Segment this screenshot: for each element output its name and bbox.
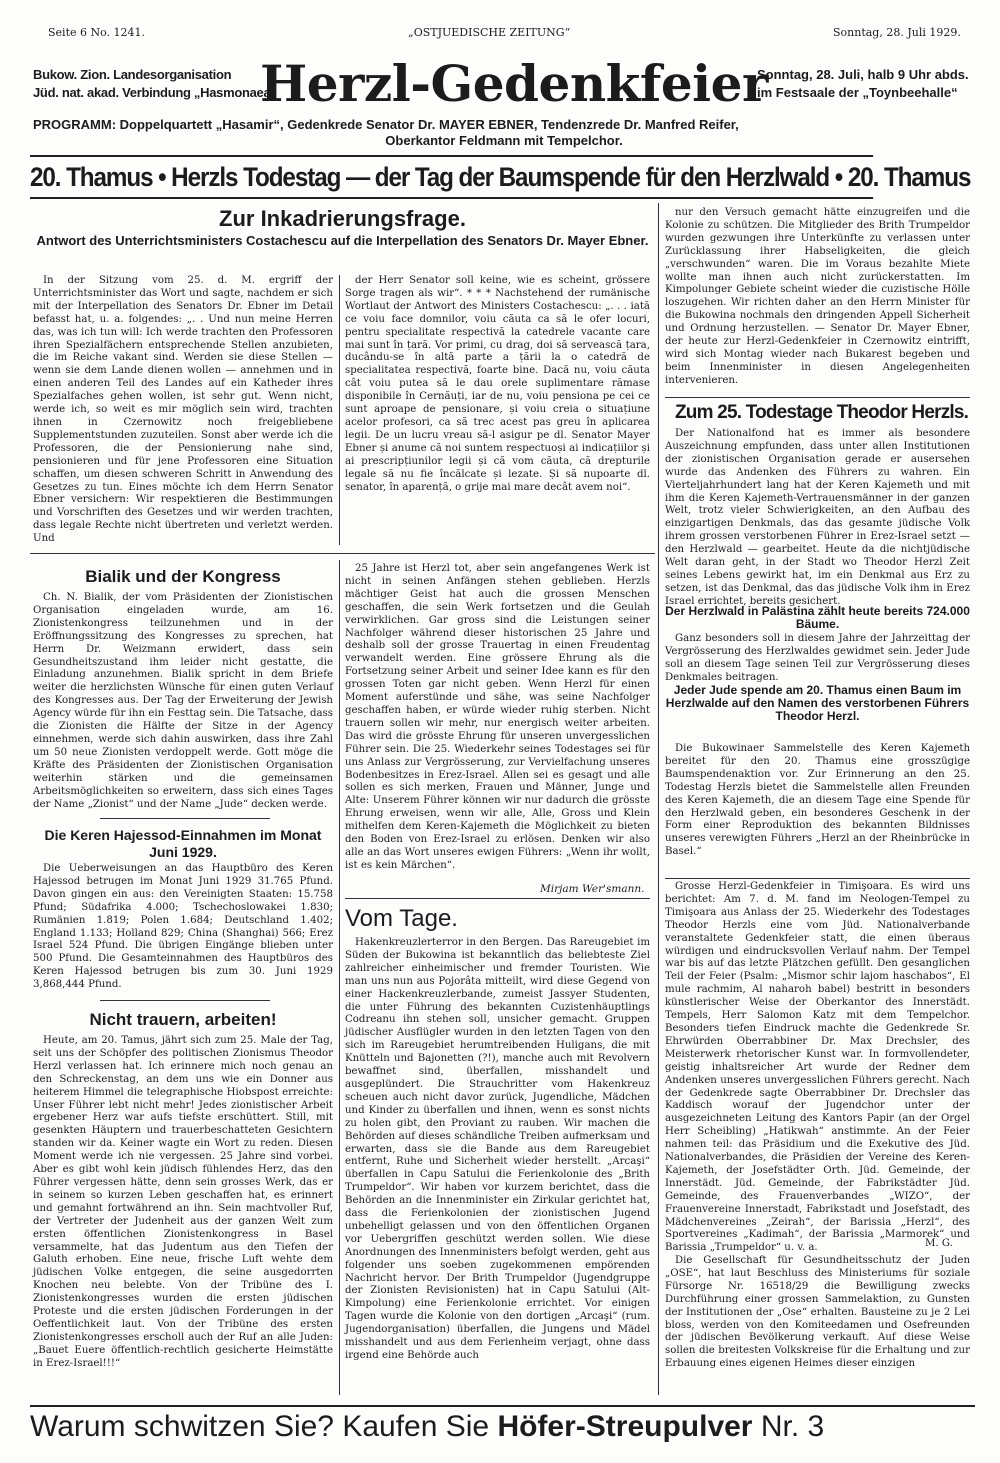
newspaper-name: „OSTJUEDISCHE ZEITUNG“ [408,26,571,39]
article-author: Mirjam Wer'smann. [540,883,645,895]
hoefer-streupulver-ad [30,1405,975,1447]
column-divider [658,203,659,1395]
article-bialik-body [33,592,333,810]
article-text: der Herr Senator soll keine, wie es scheint, grössere Sorge tragen als wir“. * * * Nachstehend der rumänische Wortlaut der Antwort des Ministers Costachescu: „. . . iată ce voiu face domnilor, voiu căuta ca să le ofer locuri, pentru specialitate respectivă la catedrele vacante care mai sunt în țară. Vor primi, cu drag, doi să servească țara, ducându-se în altă parte a țării la o catedră de specialitatea respectivă, foarte bine. Dacă nu, voiu căuta cât voiu putea să le dau orele suplimentare rămase disponibile în Cernăuți, iar de nu, voiu pensiona pe cei ce sunt aproape de pensionare, și voiu creia o situațiune acelor profesori, ca să trec acest pas greu în aplicarea legii. De un lucru vreau să-l asigur pe dl. Senator Mayer Ebner și anume că noi suntem respectuoși ai indicațiilor și ai prescripțiunilor legii și că vom căuta, că drepturile legale să nu fie încălcate și lezate. Și să nupoarte dl. senator, în aparență, o grije mai mare decât avem noi“. [345,275,650,493]
article-vom-tage-body [345,937,650,1370]
article-text: Die Ueberweisungen an das Hauptbüro des Keren Hajessod betrugen im Monat Juni 1929 31.765 Pfund. Davon gingen ein aus: den Vereinigten Staaten: 15.758 Pfund; Südafrika 4.000; Tschechoslowakei 1.830; Rumänien 1.819; Polen 1.684; Deutschland 1.402; England 1.133; Holland 829; China (Shanghai) 566; Erez Israel 524 Pfund. Die übrigen Eingänge blieben unter 500 Pfund. Die Gesamteinnahmen des Hauptbüros des Keren Hajessod betrugen bis zum 30. Juni 1929 3,868,444 Pfund. [33,863,333,991]
divider [100,1000,270,1001]
event-place: im Festsaale der „Toynbeehalle“ [757,85,958,100]
page-number: Seite 6 No. 1241. [48,26,146,39]
article-herzl-tot-body [345,563,650,883]
article-todestag-body-3 [665,743,970,873]
article-todestag-body [665,428,970,607]
article-text: Ch. N. Bialik, der vom Präsidenten der Zionistischen Organisation eingeladen wurde, am 16. Zionistenkongress teilzunehmen und in der Eröffnungssitzung des Kongresses zu sprechen, hat Herrn Dr. Weizmann erwidert, dass sein Gesundheitszustand ihm leider nicht gestatte, die Einladung anzunehmen. Bialik spricht in dem Briefe weiter die herzlichsten Wünsche für einen guten Verlauf des Kongresses aus. Der Tag der Erweiterung der Jewish Agency würde für ihn ein Festtag sein. Die Tatsache, dass die Zionisten die Hälfte der Sitze in der Agency einnehmen, werde sich dahin auswirken, dass ihre Zahl um 50 neue Zionisten verdoppelt werde. Gott möge die Kräfte des Präsidenten der Zionistischen Organisation weiterhin stärken und die gemeinsamen Arbeitsmöglichkeiten so erweitern, dass sich eines Tages der Name „Zionist“ und der Name „Jude“ decken werde. [33,592,333,810]
article-inkadrierung-title: Zur Inkadrierungsfrage. [219,206,466,231]
article-inkadrierung-subtitle: Antwort des Unterrichtsministers Costachescu auf die Interpellation des Senators Dr. Mayer Ebner. [36,233,649,248]
event-time-place [757,66,975,102]
article-vom-tage-title: Vom Tage. [345,905,458,932]
article-continuation-body [665,207,970,395]
section-divider [30,553,655,554]
article-todestag-title: Zum 25. Todestage Theodor Herzls. [675,402,969,423]
section-divider [665,878,970,879]
article-text: Die Bukowinaer Sammelstelle des Keren Kajemeth bereitet für den 20. Thamus eine grosszügige Baumspendenaktion vor. Zur Erinnerung an den 25. Todestag Herzls bietet die Sammelstelle allen Freunden des Keren Kajemeth, die an diesem Tage eine Spende für den Herzlwald geben, ein besonderes Geschenk in der Form einer Reproduktion des bekannten Bildnisses unseres verewigten Führers „Herzl an der Rheinbrücke in Basel.“ [665,743,970,858]
article-text: Heute, am 20. Tamus, jährt sich zum 25. Male der Tag, seit uns der Schöpfer des politischen Zionismus Theodor Herzl verlassen hat. Ich erinnere mich noch genau an den Schreckenstag, an dem uns wie ein Donner aus heiterem Himmel die telegraphische Hiobspost erreichte: Unser Führer lebt nicht mehr! Jedes zionistischer Arbeit ergebener Herz war aufs tiefste erschüttert. Still, mit gesenkten Häuptern und trauerbeschatteten Gesichtern standen wir da. Keiner wagte ein Wort zu reden. Diesen Moment werde ich nie vergessen. 25 Jahre sind vorbei. Aber es gibt wohl kein jüdisch fühlendes Herz, das den Führer vergessen hätte, denn sein grosses Werk, das er in seinem so kurzen Leben geschaffen hat, es erinnert und gemahnt fortwährend an ihn. Sein machtvoller Ruf, der Vertreter der Judenheit aus der ganzen Welt zum ersten öffentlichen Zionistenkongress in Basel versammelte, hat das Judentum aus den Tiefen der Galuth erhoben. Eine neue, frische Luft wehte dem jüdischen Volke entgegen, die seine ausgedorrten Knochen neu belebte. Von der Tribüne des I. Zionistenkongresses wurden die ersten jüdischen Proteste und die ersten jüdischen Forderungen in der Oeffentlichkeit laut. Von der Tribüne des ersten Zionistenkongresses erscholl auch der Ruf an alle Juden: „Bauet Euere öffentlich-rechtlich gesicherte Heimstätte in Erez-Israel!!!“ [33,1035,333,1369]
article-inkadrierung-col1 [33,275,333,545]
ad-text-2: Nr. 3 [752,1410,825,1443]
program-line-1: PROGRAMM: Doppelquartett „Hasamir“, Gedenkrede Senator Dr. MAYER EBNER, Tendenzrede Dr. Manfred Reifer, [33,117,739,132]
article-bialik-title: Bialik und der Kongress [85,567,281,586]
article-text: 25 Jahre ist Herzl tot, aber sein angefangenes Werk ist nicht in seinen Anfängen stehen geblieben. Herzls mächtiger Geist hat auch die grossen Menschen geschaffen, die sein Werk fortsetzen und die Geulah verwirklichen. Gar gross sind die Leistungen seiner Nachfolger während dieser historischen 25 Jahre und deshalb soll der grosse Trauertag in einen Freudentag verwandelt werden. Eine grössere Ehrung als die Fortsetzung seiner Arbeit und seiner Idee kann es für den grossen Toten gar nicht geben. Wenn Herzl für einen Moment auferstünde und sähe, was seine Nachfolger geschaffen haben, er würde wieder ruhig sterben. Nicht trauern sollen wir mehr, nur energisch weiter arbeiten. Das wird die grösste Ehrung für unseren unvergesslichen Führer sein. Die 25. Wiederkehr seines Todestages sei für uns Anlass zur Vergrösserung, zur Vervielfachung unseres Bodenbesitzes in Erez-Israel. Allen sei es gesagt und alle sollen es sich merken, Frauen und Männer, Junge und Alte: Unserem Führer können wir nur dadurch die grösste Ehrung erweisen, wenn wir alle, Alle, Gross und Klein mithelfen dem Keren-Kajemeth die Möglichkeit zu bieten den Boden von Erez-Israel zu erlösen. Denken wir also alle an das Wort unseres ewigen Führers: „Wenn ihr wollt, ist es kein Märchen“. [345,563,650,871]
event-title: Herzl-Gedenkfeier [260,54,768,113]
article-kerenhajessod-title: Die Keren Hajessod-Einnahmen im Monat Juni 1929. [44,827,322,860]
article-inkadrierung-col2 [345,275,650,545]
article-text: Der Nationalfond hat es immer als besondere Auszeichnung empfunden, dass unter allen Institutionen der zionistischen Organisation gerade er ausersehen wurde das Andenken des Führers zu wahren. Ein Vierteljahrhundert lang hat der Keren Kajemeth und mit ihm die Keren Kajemeth-Vertrauensmänner in der ganzen Welt, trotz vieler Schwierigkeiten, an den Aufbau des einzigartigen Denkmals, das das gesamte jüdische Volk ihrem grossen verstorbenen Führer in Erez-Israel setzt — den Herzlwald — gearbeitet. Heute da die nichtjüdische Welt daran geht, in der Stadt wo Theodor Herzl Zeit seines Lebens gewirkt hat, im ein Denkmal aus Erz zu setzen, ist das Denkmal, das das jüdische Volk ihm in Erez Israel errichtet, bereits gesichert. [665,428,970,607]
section-divider [665,397,970,398]
herzl-day-banner: 20. Thamus • Herzls Todestag — der Tag der Baumspende für den Herzlwald • 20. Thamus [30,155,873,199]
article-text: Grosse Herzl-Gedenkfeier in Timişoara. Es wird uns berichtet: Am 7. d. M. fand im Neologen-Tempel zu Timişoara aus Anlass der 25. Wiederkehr des Todestages Theodor Herzls eine vom Jüd. Nationalverbande veranstaltete Gedenkfeier statt, die einen überaus würdigen und eindrucksvollen Verlauf nahm. Der Tempel war bis auf das letzte Plätzchen gefüllt. Den gesanglichen Teil der Feier (Psalm: „Mismor schir lajom haschabos“, El mule rachmim, Al naharoh babel) bestritt in besonders künstlerischer Weise der Oberkantor des Innerstädt. Tempels, Herr Salomon Katz mit dem Tempelchor. Besonders tiefen Eindruck machte die Gedenkrede Sr. Ehrwürden Oberrabbiner Dr. Max Drechsler, des Meisterwerk rhetorischer Kunst war. In formvollendeter, geistig inhaltsreicher Art wurde der Redner dem Andenken unseres unvergesslichen Führers gerecht. Nach der Gedenkrede sagte Oberrabbiner Dr. Drechsler das Kaddisch worauf der Jugendchor unter der ausgezeichneten Leitung des Kantors Papir (an der Orgel Herr Scheibling) „Hatikwah“ anstimmte. An der Feier nahmen teil: das Präsidium und die Exekutive des Jüd. Nationalverbandes, die Präsidien der Vereine des Keren-Kajemeth, der Josefstädter Orth. Jüd. Gemeinde, der Innerstädt. Jüd. Gemeinde, der Fabrikstädter Jüd. Gemeinde, des Frauenverbandes „WIZO“, der Frauenvereine Innerstadt, Fabrikstadt und Josefstadt, des Mädchenvereines „Zeirah“, der Barissia „Herzl“, des Sportvereines „Kadimah“, der Barissia „Marmorek“ und Barissia „Trumpeldor“ u. v. a. [665,881,970,1254]
article-nicht-trauern-title: Nicht trauern, arbeiten! [89,1010,277,1029]
program-line-2: Oberkantor Feldmann mit Tempelchor. [385,133,623,148]
column-divider [339,275,340,545]
article-kerenhajessod-body [33,863,333,995]
herzlwald-trees-count: Der Herzlwald in Palästina zählt heute bereits 724.000 Bäume. [665,604,970,631]
organizer-1: Bukow. Zion. Landesorganisation [33,67,232,82]
article-signature: M. G. [925,1238,953,1249]
ad-text-1: Warum schwitzen Sie? Kaufen Sie [30,1410,498,1443]
organizer-2: Jüd. nat. akad. Verbindung „Hasmonaea“ [33,85,277,100]
ad-product-name: Höfer-Streupulver [497,1410,753,1443]
article-text: Ganz besonders soll in diesem Jahre der Jahrzeittag der Vergrösserung des Herzlwaldes gewidmet sein. Jeder Jude soll an diesem Tage seinen Teil zur Vergrösserung dieses Denkmales beitragen. [665,633,970,683]
event-program [33,117,975,149]
article-todestag-body-2 [665,633,970,683]
tree-donation-appeal: Jeder Jude spende am 20. Thamus einen Baum im Herzlwalde auf den Namen des verstorbenen Führers Theodor Herzl. [665,683,970,723]
article-nicht-trauern-body [33,1035,333,1395]
ad-organizers [33,66,277,102]
column-divider [339,560,340,1395]
article-timisoara-body [665,881,970,1254]
event-time: Sonntag, 28. Juli, halb 9 Uhr abds. [757,67,969,82]
article-text: In der Sitzung vom 25. d. M. ergriff der Unterrichtsminister das Wort und sagte, nachdem er sich mit der Interpellation des Senators Dr. Ebner im Detail befasst hat, u. a. folgendes: „. . Und nun meine Herren das, was ich tun will: Ich werde trachten den Professoren ihren Spezialfächern entsprechende Stellen anzubieten, die im Reiche vakant sind. Werden sie diese Stellen — wenn sie dem Lande dienen wollen — annehmen und in einen anderen Teil des Landes auf ein Katheder ihres Spezialfaches gehen wollen, ist sehr gut. Wenn nicht, werde ich, so weit es mir möglich sein wird, trachten ihnen in Czernowitz noch freigebliebene Supplementstunden zuzuteilen. Sonst aber werde ich die Professoren, die der Pensionierung nahe sind, pensionieren und für jene Professoren eine Situation schaffen, um diesen schweren Schritt in Anwendung des Gesetzes zu tun. Eines möchte ich dem Herrn Senator Ebner versichern: Wir respektieren die Bestimmungen und Vorschriften des Gesetzes und wir werden trachten, dass legale Rechte nicht übertreten und verletzt werden. Und [33,275,333,545]
article-text: Die Gesellschaft für Gesundheitsschutz der Juden „OSE“, hat laut Beschluss des Ministeriums für soziale Fürsorge Nr. 16518/29 die Bewilligung zwecks Durchführung einer grossen Sammelaktion, zu Gunsten der Institutionen der „Ose“ erhalten. Bausteine zu je 2 Lei bloss, werden von den Komiteedamen und Osefreunden der jüdischen Bevölkerung verkauft. Auf diese Weise sollen die breitesten Volkskreise für die Erhaltung und zur Erbauung eines eigenen Heimes dieser einzigen [665,1255,970,1370]
article-text: Hakenkreuzlerterror in den Bergen. Das Rareugebiet im Süden der Bukowina ist bekanntlich das beliebteste Ziel zahlreicher einheimischer und fremder Touristen. Wie man uns nun aus Pojorâta mitteilt, wird diese Gegend von einer Hackenkreuzlerbande, zumeist Jassyer Studenten, die unter Führung des bekannten Cuzistenhäuptlings Codreanu ihn stehen soll, unsicher gemacht. Gruppen jüdischer Ausflügler wurden in den letzten Tagen von den sich im Rareugebiet herumtreibenden Huligans, die mit Knütteln und Bajonetten (?!), manche auch mit Revolvern bewaffnet sind, überfallen, misshandelt und ausgeplündert. Die Strauchritter vom Hakenkreuz scheuen auch nicht davor zurück, Jugendliche, Mädchen und Kinder zu überfallen und ihnen, wenn es sonst nichts zu holen gibt, den Proviant zu rauben. Wir machen die Behörden auf dieses schändliche Treiben aufmerksam und erwarten, dass sie die Bande aus dem Rareugebiet entfernt, Ruhe und Sicherheit wieder herstellt. „Arcaşi“ überfallen in Capu Satului die Ferienkolonie des „Brith Trumpeldor“. Wir haben vor kurzem berichtet, dass die Behörden an die Innenminister ein Zirkular gerichtet hat, dass die Ferienkolonien der zionistischen Jugend unbehelligt gelassen und von den öffentlichen Organen vor Uebergriffen geschützt werden sollen. Wie diese Anordnungen des Innenministers befolgt werden, geht aus folgender uns soeben zugekommenen empörenden Nachricht hervor. Der Brith Trumpeldor (Jugendgruppe der Zionisten Revisionisten) hat in Capu Satului (Alt-Kimpolung) eine Ferienkolonie errichtet. Vor einigen Tagen wurde die Kolonie von den dortigen „Arcaşi“ (rum. Jugendorganisation) überfallen, die Jungens und Mädel misshandelt und aus dem Ferienheim verjagt, ohne dass irgend eine Behörde auch [345,937,650,1361]
section-divider [345,898,650,899]
issue-date: Sonntag, 28. Juli 1929. [833,26,961,39]
article-ose-body [665,1255,970,1395]
article-text: nur den Versuch gemacht hätte einzugreifen und die Kolonie zu schützen. Die Mitglieder des Brith Trumpeldor wurden gezwungen ihre Unterkünfte zu verlassen unter Zurücklassung ihrer Habseligkeiten, die gleich „verschwunden“ waren. Die im Voraus bezahlte Miete wollte man ihnen auch nicht zurückerstatten. Im Kimpolunger Gebiete scheint wieder die cuzistische Hölle loszugehen. Wir richten daher an den Herrn Minister für die Bukowina nochmals den dringenden Appell Sicherheit und Ordnung herzustellen. — Senator Dr. Mayer Ebner, der heute zur Herzl-Gedenkfeier in Czernowitz eintrifft, wird sich Montag wieder nach Bukarest begeben und beim Innenminister in diesen Angelegenheiten intervenieren. [665,207,970,386]
divider [100,818,270,819]
